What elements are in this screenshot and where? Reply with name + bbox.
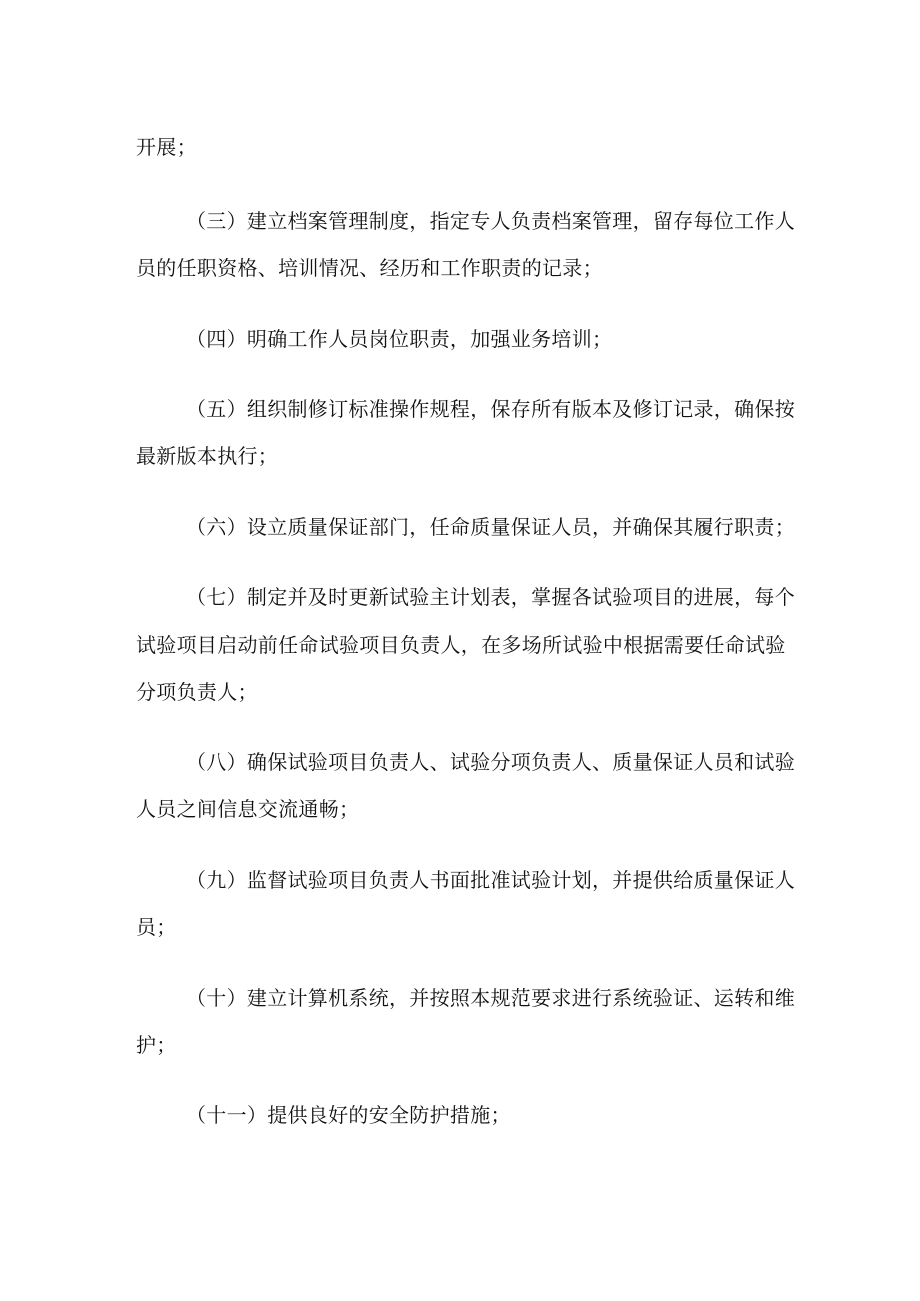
text-line: 人员之间信息交流通畅； xyxy=(136,797,360,821)
text-line: （十）建立计算机系统，并按照本规范要求进行系统验证、运转和维 xyxy=(186,986,795,1010)
text-line: （八）确保试验项目负责人、试验分项负责人、质量保证人员和试验 xyxy=(186,750,795,774)
text-line: 试验项目启动前任命试验项目负责人，在多场所试验中根据需要任命试验 xyxy=(136,633,786,657)
text-line: （三）建立档案管理制度，指定专人负责档案管理，留存每位工作人 xyxy=(186,209,795,233)
text-line: 员； xyxy=(136,915,177,939)
text-line: （七）制定并及时更新试验主计划表，掌握各试验项目的进展，每个 xyxy=(186,585,795,609)
text-line: 分项负责人； xyxy=(136,680,258,704)
text-line: （五）组织制修订标准操作规程，保存所有版本及修订记录，确保按 xyxy=(186,397,795,421)
text-line: 开展； xyxy=(136,135,197,159)
text-line: （九）监督试验项目负责人书面批准试验计划，并提供给质量保证人 xyxy=(186,868,795,892)
text-line: （十一）提供良好的安全防护措施； xyxy=(186,1103,511,1127)
text-line: 员的任职资格、培训情况、经历和工作职责的记录； xyxy=(136,256,603,280)
text-line: 最新版本执行； xyxy=(136,444,279,468)
text-line: （六）设立质量保证部门，任命质量保证人员，并确保其履行职责； xyxy=(186,515,795,539)
text-line: （四）明确工作人员岗位职责，加强业务培训； xyxy=(186,327,613,351)
text-line: 护； xyxy=(136,1033,177,1057)
